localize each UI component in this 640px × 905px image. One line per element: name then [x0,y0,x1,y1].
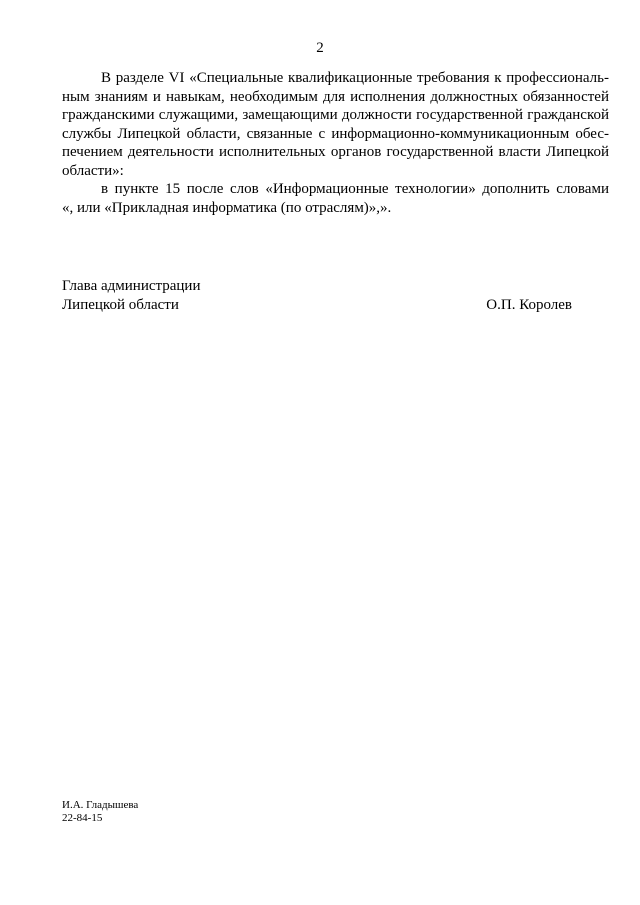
body-line-3: гражданскими служащими, замещающими должности государственной гражданской [62,107,609,123]
body-line-1: В разделе VI «Специальные квалификационные требования к профессиональ- [101,70,609,86]
body-line-6: области»: [62,162,124,179]
body-line-4: службы Липецкой области, связанные с информационно-коммуникационным обес- [62,125,609,142]
signatory-position-line-2: Липецкой области [62,296,179,313]
executor-block [62,799,138,825]
body-line-5: печением деятельности исполнительных органов государственной власти Липецкой [62,144,609,160]
signatory-name: О.П. Королев [486,296,572,313]
body-line-7: в пункте 15 после слов «Информационные технологии» дополнить словами [101,181,609,197]
signature-block [62,277,572,314]
executor-phone: 22-84-15 [62,812,103,824]
body-line-2: ным знаниям и навыкам, необходимым для исполнения должностных обязанностей [62,88,609,105]
executor-name: И.А. Гладышева [62,799,139,811]
signatory-position-line-1: Глава администрации [62,278,201,294]
page-number: 2 [316,40,324,56]
body-line-8: «, или «Прикладная информатика (по отраслям)»,». [62,199,392,216]
amendment-text [62,69,609,217]
